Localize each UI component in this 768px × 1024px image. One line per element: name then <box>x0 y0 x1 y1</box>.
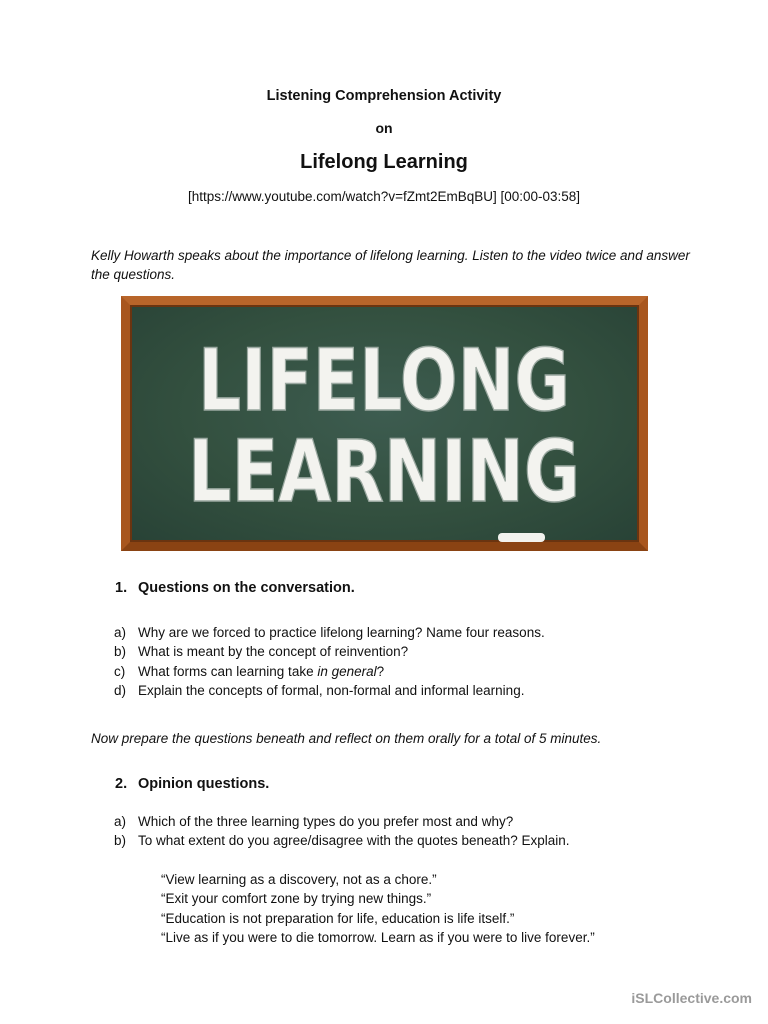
item-emphasis: in general <box>317 663 377 679</box>
section-2-questions <box>114 812 570 851</box>
item-text: What is meant by the concept of reinvention? <box>138 644 409 660</box>
item-label: b) <box>114 644 127 660</box>
item-label: b) <box>114 833 127 849</box>
quote: “View learning as a discovery, not as a chore.” <box>161 872 437 887</box>
item-label: a) <box>114 625 127 640</box>
chalk-line-2: LEARNING <box>188 422 580 522</box>
item-text: To what extent do you agree/disagree with the quotes beneath? Explain. <box>138 833 570 849</box>
list-item <box>114 662 545 681</box>
list-item <box>114 623 545 642</box>
quote: “Exit your comfort zone by trying new things.” <box>161 891 432 907</box>
item-label: a) <box>114 814 127 829</box>
watermark: iSLCollective.com <box>631 990 752 1006</box>
quote: “Live as if you were to die tomorrow. Learn as if you were to live forever.” <box>161 929 595 945</box>
list-item <box>114 831 570 850</box>
section-1-questions <box>114 623 545 700</box>
section-1-title <box>115 580 355 596</box>
item-text: Which of the three learning types do you prefer most and why? <box>138 814 514 829</box>
section-2-number: 2. <box>115 776 128 792</box>
section-2-label: Opinion questions. <box>138 776 270 792</box>
quote-list <box>161 870 595 947</box>
quote: “Education is not preparation for life, education is life itself.” <box>161 910 515 926</box>
item-text: What forms can learning take <box>138 663 318 679</box>
item-text: Why are we forced to practice lifelong learning? Name four reasons. <box>138 625 545 640</box>
item-label: d) <box>114 682 127 698</box>
title-connector: on <box>375 120 393 136</box>
intro-paragraph: Kelly Howarth speaks about the importance of lifelong learning. Listen to the video twice and answer the questions. <box>91 248 690 282</box>
chalk-line-1: LIFELONG <box>198 331 570 431</box>
chalkboard-lettering <box>130 305 639 542</box>
section-1-label: Questions on the conversation. <box>138 580 355 596</box>
list-item <box>114 812 570 831</box>
list-item <box>114 642 545 661</box>
item-text-end: ? <box>376 663 385 679</box>
section-2-title <box>115 776 269 792</box>
instruction-paragraph: Now prepare the questions beneath and reflect on them orally for a total of 5 minutes. <box>91 731 602 746</box>
list-item <box>114 681 545 700</box>
section-1-number: 1. <box>115 580 128 596</box>
topic-heading: Lifelong Learning <box>300 151 468 173</box>
worksheet-title: Listening Comprehension Activity <box>266 88 502 104</box>
chalkboard-image <box>121 296 648 551</box>
item-label: c) <box>114 663 126 679</box>
chalk-piece <box>498 533 545 542</box>
video-source: [https://www.youtube.com/watch?v=fZmt2EmBqBU] [00:00-03:58] <box>187 189 581 204</box>
item-text: Explain the concepts of formal, non-formal and informal learning. <box>138 682 525 698</box>
